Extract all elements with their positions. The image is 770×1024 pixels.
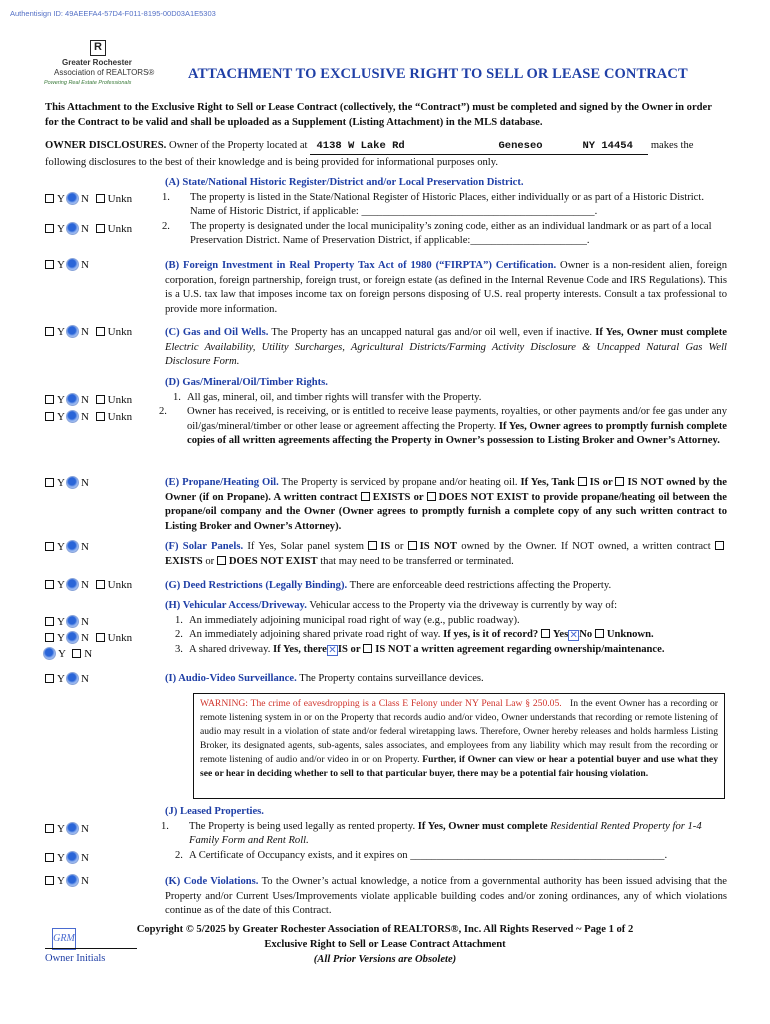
radio-selected-icon xyxy=(66,851,79,864)
radio-selected-icon xyxy=(66,325,79,338)
i-choices[interactable]: Y N xyxy=(45,672,89,685)
f-choices[interactable]: Y N xyxy=(45,540,89,553)
intro-paragraph: This Attachment to the Exclusive Right to Sell or Lease Contract (collectively, the “Contract”) must be completed and signed by the Owner in order for the Contract to be valid and shall be uploaded as a Supplement (Listing Attachment) in the MLS database. xyxy=(45,102,712,128)
section-h: (H) Vehicular Access/Driveway. Vehicular access to the Property via the driveway is currently by way of: 1. An immediately adjoining municipal road right of way (e.g., public roadway). 2. An immediately adjoining shared private road right of way. If yes, is it of record? Yes✕No Unknown. 3. A shared driveway. If Yes, there✕IS or IS NOT a written agreement regarding ownership/maintenance. xyxy=(165,600,665,656)
section-i: (I) Audio-Video Surveillance. The Property contains surveillance devices. xyxy=(165,673,484,684)
checked-x-icon[interactable]: ✕ xyxy=(569,630,578,642)
k-choices[interactable]: Y N xyxy=(45,874,89,887)
section-g: (G) Deed Restrictions (Legally Binding). There are enforceable deed restrictions affecting the Property. xyxy=(165,580,612,591)
h1-choices[interactable]: Y N xyxy=(45,615,89,628)
owner-initials-label: Owner Initials xyxy=(45,953,106,964)
state-zip-field[interactable]: NY 14454 xyxy=(576,138,648,155)
radio-selected-icon xyxy=(66,476,79,489)
authentisign-id: Authentisign ID: 49AEEFA4-57D4-F011-8195-00D03A1E5303 xyxy=(10,9,216,18)
j1-choices[interactable]: Y N xyxy=(45,822,89,835)
logo-tagline: Powering Real Estate Professionals xyxy=(44,80,132,86)
checked-x-icon[interactable]: ✕ xyxy=(328,644,337,656)
address-field[interactable]: 4138 W Lake Rd xyxy=(310,138,492,155)
footer-obsolete: (All Prior Versions are Obsolete) xyxy=(313,954,457,965)
warning-box: WARNING: The crime of eavesdropping is a Class E Felony under NY Penal Law § 250.05. In the event Owner has a recording or remote listening system in or on the Property that records audio and/or video, Owner understands that recording or remote listening of audio may result in a violation of state and/or federal wiretapping laws. Therefore, Owner hereby releases and holds harmless Listing Broker, its designated agents, sub-agents, sales associates, and employees from any liability which may result from the recording or remote listening of audio and/or video in or on Property. Further, if Owner can view or hear a potential buyer and use what they see or hear in deciding whether to sell to that particular buyer, there may be a potential fair housing violation. xyxy=(193,693,725,799)
owner-initials-stamp[interactable]: GRM xyxy=(52,928,76,950)
town-field[interactable]: Geneseo xyxy=(492,138,576,155)
footer-copyright: Copyright © 5/2025 by Greater Rochester Association of REALTORS®, Inc. All Rights Reserved ~ Page 1 of 2 xyxy=(136,924,634,935)
radio-selected-icon xyxy=(66,578,79,591)
h3-choices[interactable]: Y N xyxy=(42,647,92,660)
c-choices[interactable]: Y N Unkn xyxy=(45,325,132,338)
g-choices[interactable]: Y N Unkn xyxy=(45,578,132,591)
j2-choices[interactable]: Y N xyxy=(45,851,89,864)
radio-selected-icon xyxy=(66,222,79,235)
section-d: (D) Gas/Mineral/Oil/Timber Rights. 1. All gas, mineral, oil, and timber rights will transfer with the Property. 2. Owner has received, is receiving, or is entitled to receive lease payments, royalties, or other payments and/or fee gas under any oil/gas/mineral/timber or other lease or agreement affecting the Property. If Yes, Owner agrees to promptly furnish complete copies of all written agreements affecting the Property in Owner’s possession to Listing Broker and Owner’s Attorney. xyxy=(159,377,727,447)
logo-line2: Association of REALTORS® xyxy=(54,68,155,77)
section-f: (F) Solar Panels. If Yes, Solar panel system IS or IS NOT owned by the Owner. If NOT owned, a written contract EXISTS or DOES NOT EXIST that may need to be transferred or terminated. xyxy=(165,540,727,569)
association-logo xyxy=(40,40,165,92)
a1-choices[interactable]: Y N Unkn xyxy=(45,192,132,205)
radio-selected-icon xyxy=(66,192,79,205)
owner-disclosures: OWNER DISCLOSURES. Owner of the Property located at 4138 W Lake Rd Geneseo NY 14454 makes the following disclosures to the best of their knowledge and is being provided for informational purposes only. xyxy=(45,140,694,168)
footer-title: Exclusive Right to Sell or Lease Contract Attachment xyxy=(264,939,506,950)
b-choices[interactable]: Y N xyxy=(45,258,89,271)
page-title: ATTACHMENT TO EXCLUSIVE RIGHT TO SELL OR LEASE CONTRACT xyxy=(188,66,688,82)
d2-choices[interactable]: Y N Unkn xyxy=(45,410,132,423)
h2-choices[interactable]: Y N Unkn xyxy=(45,631,132,644)
radio-selected-icon xyxy=(66,822,79,835)
radio-selected-icon xyxy=(66,631,79,644)
logo-line1: Greater Rochester xyxy=(62,58,132,67)
realtor-mark-icon: R xyxy=(90,40,106,56)
radio-selected-icon xyxy=(66,410,79,423)
radio-selected-icon xyxy=(66,393,79,406)
radio-selected-icon xyxy=(66,540,79,553)
radio-selected-icon xyxy=(43,647,56,660)
section-c: (C) Gas and Oil Wells. The Property has an uncapped natural gas and/or oil well, even if inactive. If Yes, Owner must complete Electric Availability, Utility Surcharges, Agricultural Districts/Farming Activity Disclosure & Uncapped Natural Gas Well Disclosure Form. xyxy=(165,327,727,368)
section-j: (J) Leased Properties. 1. The Property is being used legally as rented property. If Yes, Owner must complete Residential Rented Property for 1-4 Family Form and Rent Roll. 2. A Certificate of Occupancy exists, and it expires on ________________________________________________. xyxy=(161,806,702,861)
section-b: (B) Foreign Investment in Real Property Tax Act of 1980 (“FIRPTA”) Certification. Owner is a non-resident alien, foreign corporation, foreign partnership, foreign trust, or foreign estate (as defined in the Internal Revenue Code and IRS Regulations). This is a U.S. tax law that imposes income tax on foreign persons disposing of U.S. real property interests. Consult a tax professional to provide more information. xyxy=(165,260,727,315)
radio-selected-icon xyxy=(66,672,79,685)
radio-selected-icon xyxy=(66,874,79,887)
section-a: (A) State/National Historic Register/District and/or Local Preservation District. 1. The property is listed in the State/National Register of Historic Places, either individually or as part of a Historic District. Name of Historic District, if applicable: ____________________________________________. 2. The property is designated under the local municipality’s zoning code, either as an individual landmark or as part of a local Preservation District. Name of Preservation District, if applicable:______________________. xyxy=(162,177,712,247)
d1-choices[interactable]: Y N Unkn xyxy=(45,393,132,406)
radio-selected-icon xyxy=(66,258,79,271)
a2-choices[interactable]: Y N Unkn xyxy=(45,222,132,235)
radio-selected-icon xyxy=(66,615,79,628)
section-k: (K) Code Violations. To the Owner’s actual knowledge, a notice from a governmental authority has been issued advising that the Property and/or Current Uses/Improvements violate applicable building codes and/or zoning ordinances, any of which violations continue as of the date of this Contract. xyxy=(165,876,727,917)
e-choices[interactable]: Y N xyxy=(45,476,89,489)
section-e: (E) Propane/Heating Oil. The Property is serviced by propane and/or heating oil. If Yes, Tank IS or IS NOT owned by the Owner (if on Propane). A written contract EXISTS or DOES NOT EXIST to provide propane/heating oil between the propane/oil company and the Owner (Owner agrees to promptly furnish a complete copy of any such written contract to Listing Broker and Owner’s Attorney). xyxy=(165,477,728,532)
